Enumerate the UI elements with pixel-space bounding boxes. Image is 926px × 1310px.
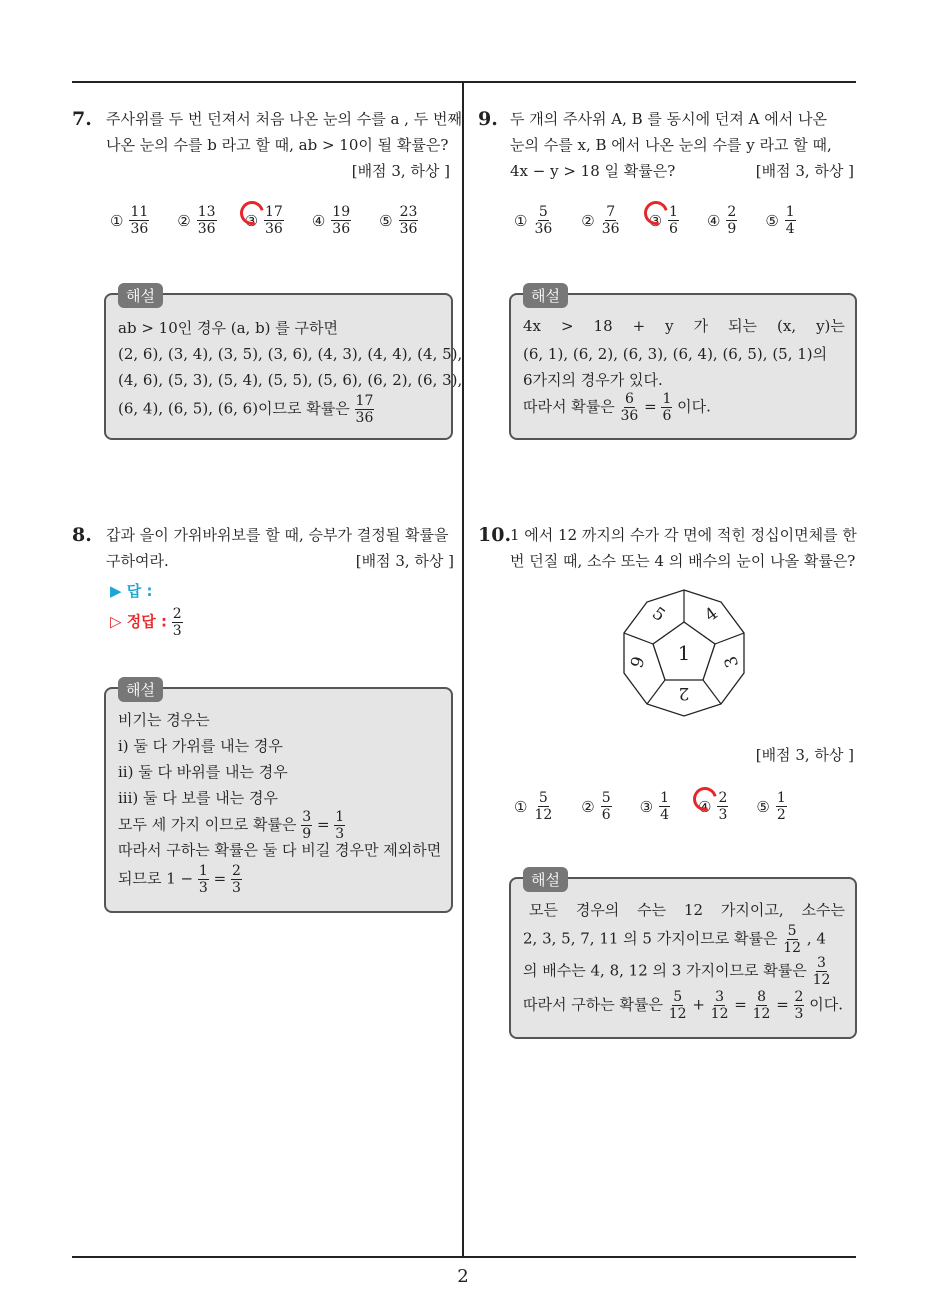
- choice-list: [514, 204, 824, 237]
- fraction: $\frac{1}{4}$: [660, 790, 670, 823]
- choice-3[interactable]: ③ $\frac{17}{36}$: [245, 204, 284, 237]
- solution-line: 4x > 18 + y 가 되는 (x, y)는: [523, 317, 845, 335]
- choice-2[interactable]: ② $\frac{13}{36}$: [177, 204, 216, 237]
- question-line: 1 에서 12 까지의 수가 각 면에 적힌 정십이면체를 한: [510, 526, 857, 544]
- fraction: $\frac{6}{36}$: [620, 391, 639, 424]
- difficulty-meta: [배점 3, 하상 ]: [355, 552, 454, 570]
- face-label: 5: [648, 603, 669, 627]
- fraction: $\frac{13}{36}$: [197, 204, 216, 237]
- fraction: $\frac{17}{36}$: [355, 393, 374, 426]
- solution-box: [509, 287, 857, 440]
- top-rule: [72, 81, 856, 83]
- difficulty-meta: [배점 3, 하상 ]: [755, 162, 854, 180]
- fraction: $\frac{1}{3}$: [335, 809, 345, 842]
- solution-line: 비기는 경우는: [118, 711, 210, 729]
- solution-tag: 해설: [118, 283, 163, 308]
- question-line: 구하여라.: [106, 552, 169, 570]
- solution-line: 따라서 구하는 확률은 둘 다 비길 경우만 제외하면: [118, 841, 442, 859]
- choice-5[interactable]: ⑤ $\frac{1}{4}$: [765, 204, 795, 237]
- face-label: 3: [720, 653, 744, 670]
- fraction: $\frac{23}{36}$: [399, 204, 418, 237]
- question-number: 9.: [478, 108, 498, 130]
- dodecahedron-figure: [619, 588, 749, 718]
- face-label: 1: [677, 641, 691, 665]
- difficulty-meta: [배점 3, 하상 ]: [351, 162, 450, 180]
- fraction: $\frac{3}{12}$: [710, 989, 729, 1022]
- difficulty-meta: [배점 3, 하상 ]: [755, 746, 854, 764]
- solution-line: 따라서 구하는 확률은 $\frac{5}{12}$ + $\frac{3}{12}$ = $\frac{8}{12}$ = $\frac{2}{3}$ 이다.: [523, 989, 843, 1022]
- fraction: $\frac{17}{36}$: [265, 204, 283, 237]
- solution-tag: 해설: [523, 283, 568, 308]
- solution-box: [509, 871, 857, 1039]
- question-number: 10.: [478, 524, 512, 546]
- solution-line: (2, 6), (3, 4), (3, 5), (3, 6), (4, 3), (4, 4), (4, 5),: [118, 345, 463, 363]
- fraction: $\frac{1}{6}$: [669, 204, 678, 237]
- solution-line: (4, 6), (5, 3), (5, 4), (5, 5), (5, 6), (6, 2), (6, 3),: [118, 371, 463, 389]
- solution-line: 의 배수는 4, 8, 12 의 3 가지이므로 확률은 $\frac{3}{12}$: [523, 955, 831, 988]
- face-label: 2: [678, 683, 690, 703]
- question-line: 갑과 을이 가위바위보를 할 때, 승부가 결정될 확률을: [106, 526, 449, 544]
- solution-line: (6, 1), (6, 2), (6, 3), (6, 4), (6, 5), (5, 1)의: [523, 345, 828, 363]
- question-line: 번 던질 때, 소수 또는 4 의 배수의 눈이 나올 확률은?: [510, 552, 856, 570]
- solution-box: [104, 681, 453, 913]
- solution-line: 모두 세 가지 이므로 확률은 $\frac{3}{9}$ = $\frac{1}{3}$: [118, 809, 345, 842]
- choice-4[interactable]: ④ $\frac{2}{9}$: [706, 204, 737, 237]
- face-label: 6: [624, 653, 648, 670]
- solution-line: 6가지의 경우가 있다.: [523, 371, 663, 389]
- choice-1[interactable]: ① $\frac{5}{12}$: [514, 790, 553, 823]
- solution-line: i) 둘 다 가위를 내는 경우: [118, 737, 283, 755]
- choice-2[interactable]: ② $\frac{5}{6}$: [581, 790, 611, 823]
- choice-1[interactable]: ① $\frac{5}{36}$: [514, 204, 553, 237]
- solution-tag: 해설: [523, 867, 568, 892]
- fraction: $\frac{1}{4}$: [785, 204, 795, 237]
- question-line: 눈의 수를 x, B 에서 나온 눈의 수를 y 라고 할 때,: [510, 136, 832, 154]
- choice-1[interactable]: ① $\frac{11}{36}$: [110, 204, 149, 237]
- fraction: $\frac{3}{9}$: [302, 809, 312, 842]
- fraction: $\frac{8}{12}$: [752, 989, 771, 1022]
- answer-label: ▶ 답 :: [110, 582, 153, 600]
- choice-list: [110, 204, 446, 237]
- solution-line: (6, 4), (6, 5), (6, 6)이므로 확률은 $\frac{17}{36}$: [118, 393, 374, 426]
- correct-answer: ▷ 정답 : $\frac{2}{3}$: [110, 606, 182, 639]
- choice-5[interactable]: ⑤ $\frac{1}{2}$: [756, 790, 786, 823]
- fraction: $\frac{1}{3}$: [198, 863, 208, 896]
- fraction: $\frac{5}{6}$: [601, 790, 611, 823]
- choice-list: [514, 790, 815, 823]
- question-number: 8.: [72, 524, 92, 546]
- fraction: $\frac{11}{36}$: [130, 204, 149, 237]
- fraction: $\frac{2}{3}$: [231, 863, 241, 896]
- fraction: $\frac{5}{12}$: [783, 923, 802, 956]
- fraction: $\frac{7}{36}$: [601, 204, 620, 237]
- solution-line: 2, 3, 5, 7, 11 의 5 가지이므로 확률은 $\frac{5}{12}$ , 4: [523, 923, 826, 956]
- question-line: 나온 눈의 수를 b 라고 할 때, ab > 10이 될 확률은?: [106, 136, 449, 154]
- fraction: $\frac{2}{3}$: [794, 989, 804, 1022]
- fraction: $\frac{5}{12}$: [534, 790, 553, 823]
- choice-3[interactable]: ③ $\frac{1}{4}$: [639, 790, 670, 823]
- solution-line: 따라서 확률은 $\frac{6}{36}$ = $\frac{1}{6}$ 이다.: [523, 391, 711, 424]
- fraction: $\frac{19}{36}$: [332, 204, 351, 237]
- fraction: $\frac{1}{2}$: [776, 790, 786, 823]
- face-label: 4: [701, 603, 722, 627]
- fraction: $\frac{2}{3}$: [172, 606, 182, 639]
- column-divider: [462, 82, 464, 1258]
- solution-tag: 해설: [118, 677, 163, 702]
- choice-2[interactable]: ② $\frac{7}{36}$: [581, 204, 620, 237]
- solution-line: ii) 둘 다 바위를 내는 경우: [118, 763, 288, 781]
- question-line: 4x − y > 18 일 확률은?: [510, 162, 676, 180]
- choice-5[interactable]: ⑤ $\frac{23}{36}$: [379, 204, 418, 237]
- bottom-rule: [72, 1256, 856, 1258]
- choice-4[interactable]: ④ $\frac{19}{36}$: [311, 204, 351, 237]
- fraction: $\frac{3}{12}$: [812, 955, 831, 988]
- question-number: 7.: [72, 108, 92, 130]
- solution-line: 되므로 1 − $\frac{1}{3}$ = $\frac{2}{3}$: [118, 863, 241, 896]
- solution-line: ab > 10인 경우 (a, b) 를 구하면: [118, 319, 339, 337]
- solution-line: iii) 둘 다 보를 내는 경우: [118, 789, 279, 807]
- choice-4[interactable]: ④ $\frac{2}{3}$: [698, 790, 728, 823]
- solution-line: 모든 경우의 수는 12 가지이고, 소수는: [529, 901, 845, 919]
- fraction: $\frac{5}{36}$: [534, 204, 553, 237]
- fraction: $\frac{2}{3}$: [718, 790, 728, 823]
- fraction: $\frac{5}{12}$: [668, 989, 687, 1022]
- solution-box: [104, 287, 463, 440]
- fraction: $\frac{2}{9}$: [727, 204, 737, 237]
- choice-3[interactable]: ③ $\frac{1}{6}$: [649, 204, 679, 237]
- question-line: 두 개의 주사위 A, B 를 동시에 던져 A 에서 나온: [510, 110, 827, 128]
- question-line: 주사위를 두 번 던져서 처음 나온 눈의 수를 a , 두 번째: [106, 110, 462, 128]
- page-number: 2: [457, 1266, 469, 1287]
- fraction: $\frac{1}{6}$: [662, 391, 672, 424]
